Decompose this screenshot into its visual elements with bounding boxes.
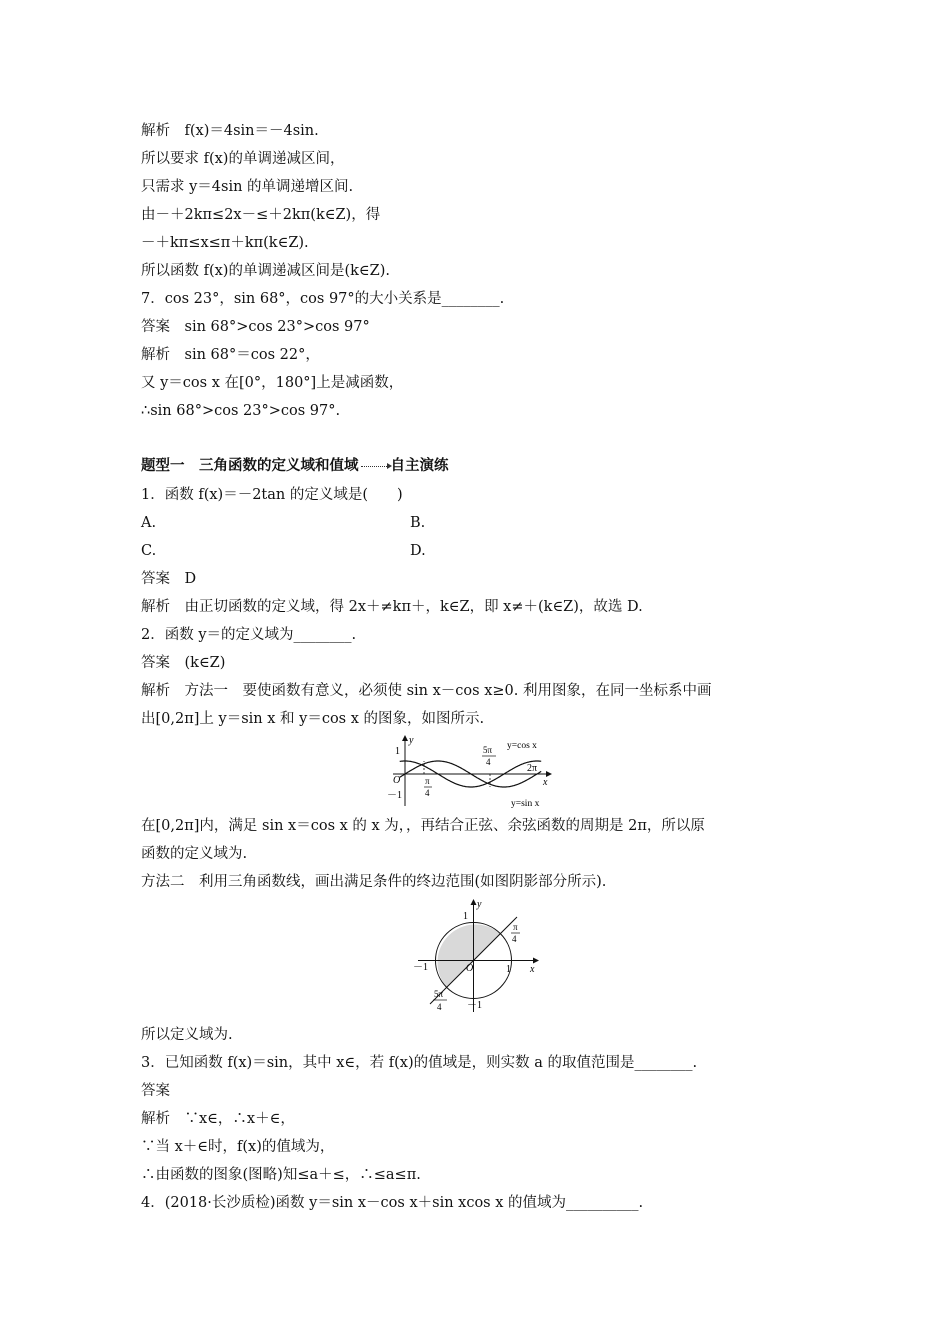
minus-one-x-label: －1 [413,962,428,973]
one-label: 1 [395,746,400,757]
origin-label: O [393,775,401,786]
origin-label: O [466,963,474,974]
section-heading [141,456,449,476]
after-graph-line-1: 在[0,2π]内，满足 sin x＝cos x 的 x 为，，再结合正弦、余弦函数的周期是 2π，所以原 [141,818,705,834]
option-d: D. [410,543,426,559]
sin-label: y=sin x [511,799,540,809]
x-axis-label: x [530,964,535,975]
section-title: 题型一 三角函数的定义域和值域 [141,458,359,474]
one-y-label: 1 [463,911,468,922]
answer-3: 答案 [141,1083,170,1099]
answer-7: 答案 sin 68°>cos 23°>cos 97° [141,319,370,335]
analysis-3-line-3: ∴由函数的图象(图略)知≤a＋≤，∴≤a≤π. [141,1167,421,1183]
analysis-3-line-2: ∵当 x＋∈时，f(x)的值域为， [141,1139,335,1155]
fivepi4-den: 4 [486,757,491,767]
fivepi4-num: 5π [434,989,444,999]
analysis-1: 解析 由正切函数的定义域，得 2x＋≠kπ＋，k∈Z，即 x≠＋(k∈Z)，故选 D. [141,599,643,615]
fivepi4-den: 4 [437,1002,442,1012]
analysis-2-line-2: 出[0,2π]上 y＝sin x 和 y＝cos x 的图象，如图所示. [141,711,485,727]
y-axis-label: y [477,899,482,910]
after-graph-line-2: 函数的定义域为. [141,846,248,862]
method-two: 方法二 利用三角函数线，画出满足条件的终边范围(如图阴影部分所示). [141,874,607,890]
analysis-line-3: 只需求 y＝4sin 的单调递增区间. [141,179,354,195]
option-c: C. [141,543,157,559]
analysis-line-6: 所以函数 f(x)的单调递减区间是(k∈Z). [141,263,390,279]
analysis-7-line-1: 解析 sin 68°＝cos 22°， [141,347,320,363]
one-x-label: 1 [506,964,511,975]
question-1: 1．函数 f(x)＝－2tan 的定义域是( ) [141,487,403,503]
x-axis-label: x [543,777,548,788]
question-2: 2．函数 y＝的定义域为________. [141,627,357,643]
y-axis-label: y [409,735,414,746]
pi4-den: 4 [512,934,517,944]
analysis-line-2: 所以要求 f(x)的单调递减区间， [141,151,345,167]
analysis-3-line-1: 解析 ∵x∈，∴x＋∈， [141,1111,295,1127]
analysis-line-4: 由－＋2kπ≤2x－≤＋2kπ(k∈Z)，得 [141,207,381,223]
analysis-2-line-1: 解析 方法一 要使函数有意义，必须使 sin x－cos x≥0. 利用图象，在同一坐标系中画 [141,683,712,699]
analysis-line-1: 解析 f(x)＝4sin＝－4sin. [141,123,319,139]
option-a: A. [141,515,157,531]
question-7: 7．cos 23°，sin 68°，cos 97°的大小关系是________. [141,291,505,307]
fivepi4-num: 5π [483,745,493,755]
pi4-num: π [425,776,430,786]
minus-one-y-label: －1 [467,1000,482,1011]
option-b: B. [410,515,426,531]
twopi-label: 2π [527,763,538,774]
conclusion-2: 所以定义域为. [141,1027,233,1043]
pi4-num: π [513,922,518,932]
analysis-line-5: －＋kπ≤x≤π＋kπ(k∈Z). [141,235,309,251]
section-tag: 自主演练 [390,458,449,474]
minus-one-label: －1 [387,790,402,801]
question-3: 3．已知函数 f(x)＝sin，其中 x∈，若 f(x)的值域是，则实数 a 的取值范围是________. [141,1055,698,1071]
unit-circle-graph [410,896,545,1016]
answer-2: 答案 (k∈Z) [141,655,226,671]
answer-1: 答案 D [141,571,197,587]
cos-label: y=cos x [507,741,537,751]
pi4-den: 4 [425,788,430,798]
analysis-7-line-3: ∴sin 68°>cos 23°>cos 97°. [141,403,341,419]
sin-cos-graph [365,732,565,810]
question-4: 4．(2018·长沙质检)函数 y＝sin x－cos x＋sin xcos x 的值域为__________. [141,1195,644,1211]
analysis-7-line-2: 又 y＝cos x 在[0°，180°]上是减函数， [141,375,404,391]
arrow-icon [361,466,389,467]
